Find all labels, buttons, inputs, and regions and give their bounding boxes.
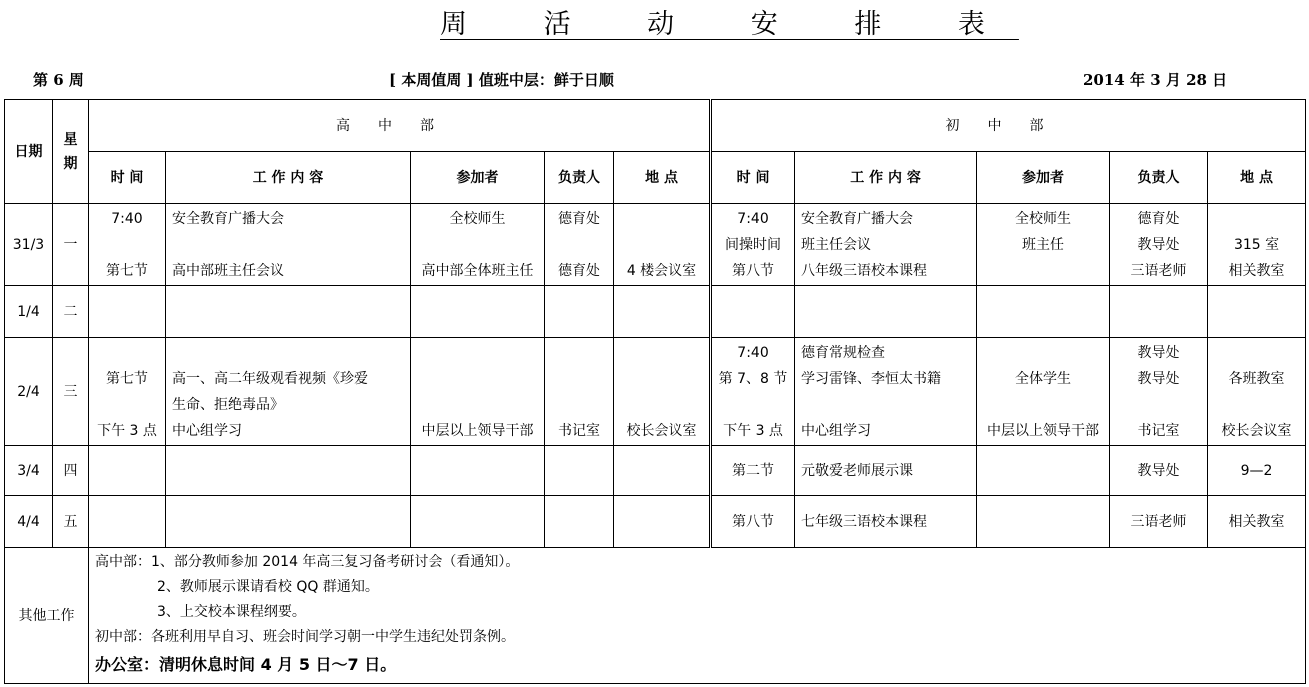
row-weekday: 一 [53,204,89,286]
row-date: 3/4 [5,446,53,496]
hs-content-cell [166,338,411,446]
header-middle-school: 初中部 [711,100,1306,152]
ms-participants-cell-line [977,509,1109,535]
row-weekday: 四 [53,446,89,496]
ms-participants-cell-line: 全校师生 [1015,210,1072,227]
hs-content-cell-line: 安全教育广播大会 [172,210,284,227]
ms-time-cell [711,496,795,548]
hs-participants-cell [411,496,545,548]
hs-content-cell [166,286,411,338]
hs-participants-cell [411,338,545,446]
ms-time-cell-line: 7:40 [737,344,769,361]
row-date: 1/4 [5,286,53,338]
header-high-school: 高中部 [89,100,711,152]
other-work-label: 其他工作 [5,548,89,684]
ms-content-cell-line: 安全教育广播大会 [801,210,914,227]
ms-location-cell [1208,204,1306,286]
ms-participants-cell [977,286,1110,338]
ms-time-cell-line: 下午 3 点 [723,422,783,439]
header-content-hs: 工 作 内 容 [166,152,411,204]
other-work-line: 2、教师展示课请看校 QQ 群通知。 [157,579,379,595]
hs-content-cell [166,446,411,496]
ms-owner-cell-line: 德育处 [1137,210,1180,227]
ms-time-cell-line: 第二节 [732,462,775,479]
ms-participants-cell-line [977,340,1109,366]
hs-location-cell-line [614,206,709,232]
ms-content-cell [795,204,977,286]
hs-participants-cell-line: 中层以上领导干部 [421,422,534,439]
hs-location-cell [614,286,711,338]
header-date: 日期 [5,100,53,204]
ms-owner-cell-line: 教导处 [1137,344,1180,361]
header-participants-ms: 参加者 [977,152,1110,204]
hs-time-cell-line: 第七节 [106,370,148,387]
page-title: 周 活 动 安 排 表 [440,9,1019,40]
ms-time-cell-line [712,392,794,418]
table-row [5,446,1306,496]
header-weekday: 星期 [53,100,89,204]
ms-location-cell-line [1208,340,1305,366]
ms-content-cell [795,496,977,548]
hs-owner-cell [545,496,614,548]
ms-participants-cell [977,496,1110,548]
ms-location-cell-line [1208,206,1305,232]
ms-participants-cell-line [977,458,1109,484]
ms-location-cell-line [1208,392,1305,418]
ms-owner-cell [1110,338,1208,446]
ms-time-cell-line: 间操时间 [725,236,782,253]
table-row [5,286,1306,338]
hs-content-cell-line: 高中部班主任会议 [172,262,284,279]
ms-time-cell-line: 第 7、8 节 [718,370,788,387]
ms-location-cell [1208,446,1306,496]
hs-content-cell [166,496,411,548]
hs-content-cell-line: 高一、高二年级观看视频《珍爱 [172,370,368,387]
ms-owner-cell-line: 教导处 [1137,462,1180,479]
header-owner-hs: 负责人 [545,152,614,204]
ms-location-cell [1208,338,1306,446]
hs-owner-cell-line [545,392,613,418]
ms-owner-cell-line: 三语老师 [1130,513,1187,530]
hs-time-cell-line: 下午 3 点 [97,422,157,439]
ms-content-cell-line: 元敬爱老师展示课 [801,462,914,479]
ms-participants-cell-line [977,392,1109,418]
table-row [5,338,1306,446]
hs-time-cell-line: 第七节 [106,262,148,279]
hs-location-cell-line: 校长会议室 [626,422,697,439]
hs-participants-cell [411,204,545,286]
hs-time-cell [89,204,166,286]
ms-location-cell [1208,496,1306,548]
ms-content-cell-line [795,392,976,418]
ms-owner-cell-line: 教导处 [1137,236,1180,253]
hs-participants-cell-line: 全校师生 [449,210,506,227]
hs-time-cell-line [89,232,165,258]
header-location-hs: 地 点 [614,152,711,204]
ms-owner-cell [1110,204,1208,286]
hs-content-cell [166,204,411,286]
hs-participants-cell-line [411,232,544,258]
ms-participants-cell-line [977,258,1109,284]
hs-owner-cell [545,338,614,446]
hs-time-cell [89,286,166,338]
hs-content-cell-line [166,340,410,366]
hs-owner-cell [545,286,614,338]
ms-owner-cell-line [1110,392,1207,418]
table-row [5,204,1306,286]
ms-location-cell-line: 相关教室 [1228,513,1285,530]
hs-time-cell-line [89,340,165,366]
header-participants-hs: 参加者 [411,152,545,204]
ms-location-cell-line: 各班教室 [1228,370,1285,387]
row-weekday: 二 [53,286,89,338]
ms-location-cell-line: 315 室 [1233,236,1280,253]
hs-content-cell-line: 中心组学习 [172,422,242,439]
hs-location-cell-line [614,340,709,366]
other-work-line: 3、上交校本课程纲要。 [157,604,306,620]
header-owner-ms: 负责人 [1110,152,1208,204]
hs-participants-cell-line [411,366,544,392]
hs-location-cell [614,338,711,446]
header-content-ms: 工 作 内 容 [795,152,977,204]
hs-time-cell-line: 7:40 [111,210,143,227]
week-number: 第 6 周 [33,71,84,89]
other-work-line: 初中部：各班利用早自习、班会时间学习朝一中学生违纪处罚条例。 [95,629,515,645]
header-time-ms: 时 间 [711,152,795,204]
hs-participants-cell-line [411,392,544,418]
other-work-content [89,548,1306,684]
hs-participants-cell [411,446,545,496]
hs-location-cell-line [614,392,709,418]
ms-owner-cell-line: 书记室 [1137,422,1180,439]
ms-owner-cell-line: 三语老师 [1130,262,1187,279]
hs-owner-cell-line [545,232,613,258]
ms-participants-cell-line: 全体学生 [1015,370,1072,387]
hs-owner-cell [545,446,614,496]
ms-time-cell [711,338,795,446]
hs-content-cell-line [166,232,410,258]
hs-location-cell [614,204,711,286]
ms-location-cell-line: 9—2 [1240,462,1273,479]
hs-owner-cell-line [545,366,613,392]
ms-content-cell [795,338,977,446]
ms-time-cell [711,446,795,496]
hs-location-cell-line [614,232,709,258]
row-weekday: 五 [53,496,89,548]
ms-content-cell-line: 学习雷锋、李恒太书籍 [801,370,942,387]
row-date: 2/4 [5,338,53,446]
header-location-ms: 地 点 [1208,152,1306,204]
ms-time-cell-line: 第八节 [732,262,775,279]
ms-time-cell-line: 7:40 [737,210,769,227]
ms-participants-cell [977,338,1110,446]
ms-owner-cell [1110,286,1208,338]
hs-time-cell [89,496,166,548]
hs-participants-cell [411,286,545,338]
ms-location-cell-line: 相关教室 [1228,262,1285,279]
ms-participants-cell [977,446,1110,496]
hs-owner-cell-line [545,340,613,366]
duty-info: [ 本周值周 ] 值班中层：鲜于日顺 [389,71,614,89]
ms-participants-cell-line: 班主任 [1022,236,1065,253]
ms-location-cell [1208,286,1306,338]
hs-content-cell-line: 生命、拒绝毒品》 [172,396,284,413]
hs-owner-cell-line: 德育处 [558,262,600,279]
hs-owner-cell-line: 书记室 [558,422,600,439]
ms-time-cell [711,286,795,338]
hs-location-cell [614,446,711,496]
office-notice: 办公室：清明休息时间 4 月 5 日～7 日。 [95,655,397,674]
hs-location-cell [614,496,711,548]
schedule-table [4,99,1306,684]
ms-content-cell-line: 七年级三语校本课程 [801,513,928,530]
hs-location-cell-line [614,366,709,392]
hs-time-cell [89,338,166,446]
ms-participants-cell [977,204,1110,286]
ms-content-cell [795,286,977,338]
ms-owner-cell [1110,496,1208,548]
hs-time-cell-line [89,392,165,418]
hs-owner-cell-line: 德育处 [558,210,600,227]
ms-content-cell [795,446,977,496]
row-date: 31/3 [5,204,53,286]
row-date: 4/4 [5,496,53,548]
hs-participants-cell-line: 高中部全体班主任 [421,262,534,279]
ms-time-cell-line: 第八节 [732,513,775,530]
schedule-date: 2014 年 3 月 28 日 [1083,71,1228,89]
ms-content-cell-line: 八年级三语校本课程 [801,262,928,279]
ms-owner-cell [1110,446,1208,496]
hs-owner-cell [545,204,614,286]
ms-content-cell-line: 德育常规检查 [801,344,886,361]
ms-participants-cell-line: 中层以上领导干部 [987,422,1100,439]
ms-content-cell-line: 班主任会议 [801,236,872,253]
ms-location-cell-line: 校长会议室 [1221,422,1292,439]
ms-content-cell-line: 中心组学习 [801,422,872,439]
ms-owner-cell-line: 教导处 [1137,370,1180,387]
hs-time-cell [89,446,166,496]
hs-participants-cell-line [411,340,544,366]
row-weekday: 三 [53,338,89,446]
other-work-row [5,548,1306,684]
table-row [5,496,1306,548]
hs-location-cell-line: 4 楼会议室 [626,262,697,279]
other-work-line: 高中部：1、部分教师参加 2014 年高三复习备考研讨会（看通知）。 [95,554,520,570]
ms-time-cell [711,204,795,286]
header-time-hs: 时 间 [89,152,166,204]
